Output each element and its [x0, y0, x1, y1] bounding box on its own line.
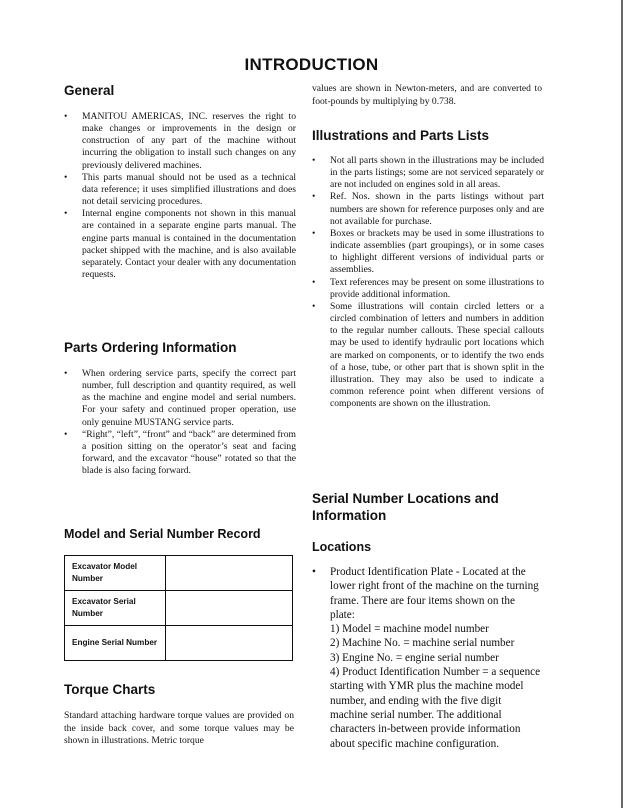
- general-item: • This parts manual should not be used as a technical data reference; it uses simplified illustrations and does not detail servicing procedures.: [64, 172, 296, 208]
- illustrations-list: [312, 155, 544, 410]
- table-row: [65, 591, 293, 626]
- illustrations-heading: Illustrations and Parts Lists: [312, 128, 490, 143]
- record-label: Excavator Model Number: [65, 556, 166, 591]
- serial-locations-heading: Serial Number Locations and Information: [312, 491, 499, 523]
- plate-item: 1) Model = machine model number: [330, 623, 489, 636]
- general-list: [64, 111, 296, 281]
- torque-heading: Torque Charts: [64, 682, 156, 697]
- plate-item: 2) Machine No. = machine serial number: [330, 637, 515, 650]
- record-value-field: [166, 626, 293, 661]
- serial-locations-list: [312, 565, 542, 751]
- record-label: Engine Serial Number: [65, 626, 166, 661]
- locations-subheading: Locations: [312, 540, 372, 554]
- plate-item: 4) Product Identification Number = a sequence starting with YMR plus the machine model number, and ending with the five digit machine serial number. The additional characters in-between provide information about specific machine configuration.: [330, 666, 541, 750]
- torque-text: Standard attaching hardware torque values are provided on the inside back cover, and some torque values may be shown in illustrations. Metric torque: [64, 710, 294, 747]
- record-heading: Model and Serial Number Record: [64, 527, 261, 541]
- general-heading: General: [64, 83, 115, 98]
- plate-intro: • Product Identification Plate - Located at the lower right front of the machine on the turning frame. There are four items shown on the plate:: [330, 566, 539, 621]
- record-value-field: [166, 591, 293, 626]
- illustrations-item: • Ref. Nos. shown in the parts listings without part numbers are shown for reference purposes only and are not available for purchase.: [312, 191, 544, 227]
- plate-item: 3) Engine No. = engine serial number: [330, 651, 499, 664]
- record-label: Excavator Serial Number: [65, 591, 166, 626]
- table-row: [65, 556, 293, 591]
- illustrations-item: • Some illustrations will contain circled letters or a circled combination of letters and numbers in addition to the regular number callouts. These special callouts may be used to identify hydraulic port locations which are marked on components, or to identify the two ends of a hose, tube, or other part that is shown split in the illustration. They may also be used to indicate a common reference point when different versions of components are shown on the illustration.: [312, 301, 544, 410]
- serial-record-table: [64, 555, 293, 661]
- general-item: • Internal engine components not shown in this manual are contained in a separate engine parts manual. The engine parts manual is contained in the documentation packet shipped with the machine, and is also available separately. Contact your dealer with any documentation requests.: [64, 208, 296, 281]
- page-title: INTRODUCTION: [244, 55, 379, 74]
- serial-locations-item: [312, 565, 542, 751]
- parts-ordering-item: • “Right”, “left”, “front” and “back” are determined from a position sitting on the operator’s seat and facing forward, and the excavator “house” rotated so that the blade is also facing forward.: [64, 429, 296, 478]
- illustrations-item: • Text references may be present on some illustrations to provide additional information.: [312, 277, 544, 301]
- general-item: • MANITOU AMERICAS, INC. reserves the right to make changes or improvements in the design or construction of any part of the machine without incurring the obligation to install such changes on any previously delivered machines.: [64, 111, 296, 172]
- illustrations-item: • Not all parts shown in the illustrations may be included in the parts listings; some are not serviced separately or are not included on engines sold in all areas.: [312, 155, 544, 191]
- table-row: [65, 626, 293, 661]
- illustrations-item: • Boxes or brackets may be used in some illustrations to indicate assemblies (part groupings), or in some cases to highlight different versions of individual parts or assemblies.: [312, 228, 544, 277]
- parts-ordering-list: [64, 368, 296, 477]
- parts-ordering-item: • When ordering service parts, specify the correct part number, full description and quantity required, as well as the machine and engine model and serial numbers. For your safety and continued proper operation, use only genuine MUSTANG service parts.: [64, 368, 296, 429]
- record-value-field: [166, 556, 293, 591]
- torque-text-continued: values are shown in Newton-meters, and are converted to foot-pounds by multiplying by 0.738.: [312, 83, 542, 107]
- parts-ordering-heading: Parts Ordering Information: [64, 340, 237, 355]
